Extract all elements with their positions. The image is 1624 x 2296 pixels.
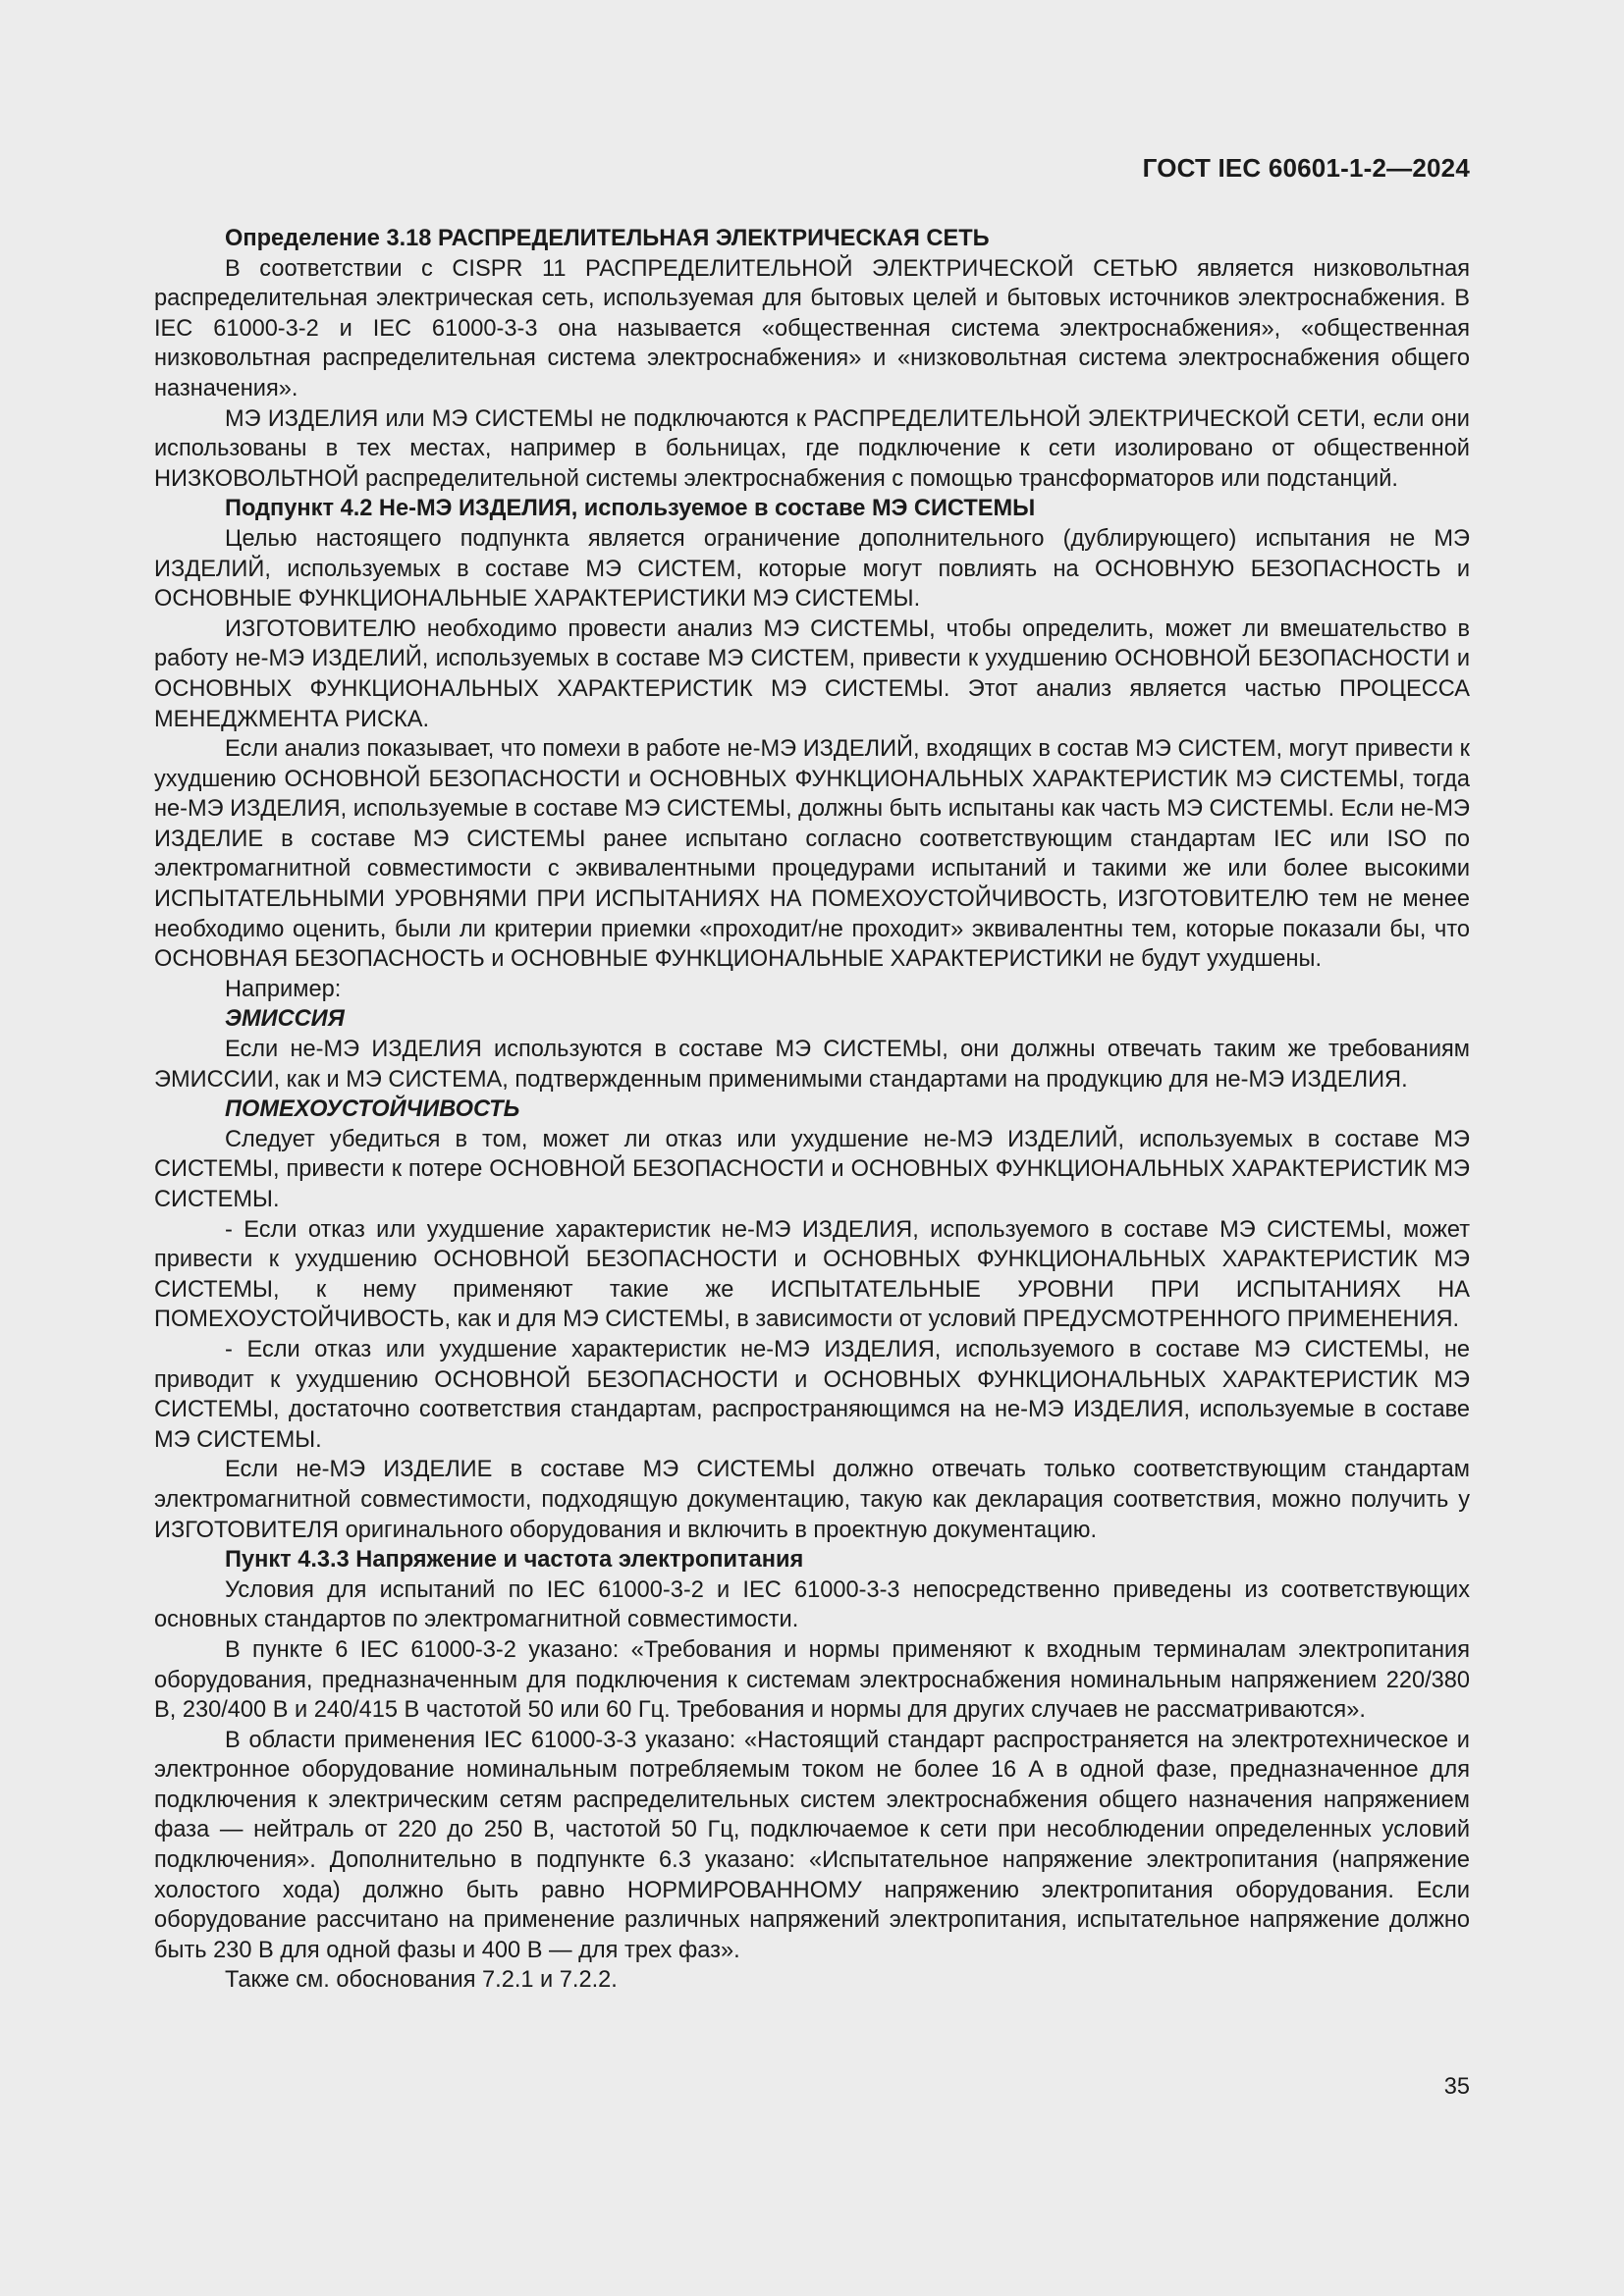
standard-code-header: ГОСТ IEC 60601-1-2—2024: [1142, 153, 1470, 183]
section-heading-item-4-3-3: Пункт 4.3.3 Напряжение и частота электропитания: [225, 1547, 804, 1574]
section-heading-sub-4-2: Подпункт 4.2 Не-МЭ ИЗДЕЛИЯ, используемое в составе МЭ СИСТЕМЫ: [225, 496, 1036, 522]
page-content: [154, 224, 1470, 1996]
paragraph: В соответствии с CISPR 11 РАСПРЕДЕЛИТЕЛЬНОЙ ЭЛЕКТРИЧЕСКОЙ СЕТЬЮ является низковольтная распределительная электрическая сеть, используемая для бытовых целей и бытовых источников электроснабжения. В IEC 61000-3-2 и IEC 61000-3-3 она называется «общественная система электроснабжения», «общественная низковольтная распределительная система электроснабжения» и «низковольтная система электроснабжения общего назначения».: [154, 255, 1470, 401]
emission-heading: ЭМИССИЯ: [225, 1006, 345, 1033]
paragraph: Целью настоящего подпункта является ограничение дополнительного (дублирующего) испытания не МЭ ИЗДЕЛИЙ, используемых в составе МЭ СИСТЕМ, которые могут повлиять на ОСНОВНУЮ БЕЗОПАСНОСТЬ и ОСНОВНЫЕ ФУНКЦИОНАЛЬНЫЕ ХАРАКТЕРИСТИКИ МЭ СИСТЕМЫ.: [154, 525, 1470, 613]
paragraph: В пункте 6 IEC 61000-3-2 указано: «Требования и нормы применяют к входным терминалам электропитания оборудования, предназначенным для подключения к системам электроснабжения номинальным напряжением 220/380 В, 230/400 В и 240/415 В частотой 50 или 60 Гц. Требования и нормы для других случаев не рассматриваются».: [154, 1636, 1470, 1724]
paragraph: Следует убедиться в том, может ли отказ или ухудшение не-МЭ ИЗДЕЛИЙ, используемых в составе МЭ СИСТЕМЫ, привести к потере ОСНОВНОЙ БЕЗОПАСНОСТИ и ОСНОВНЫХ ФУНКЦИОНАЛЬНЫХ ХАРАКТЕРИСТИК МЭ СИСТЕМЫ.: [154, 1126, 1470, 1212]
list-paragraph: - Если отказ или ухудшение характеристик не-МЭ ИЗДЕЛИЯ, используемого в составе МЭ СИСТЕМЫ, может привести к ухудшению ОСНОВНОЙ БЕЗОПАСНОСТИ и ОСНОВНЫХ ФУНКЦИОНАЛЬНЫХ ХАРАКТЕРИСТИК МЭ СИСТЕМЫ, к нему применяют такие же ИСПЫТАТЕЛЬНЫЕ УРОВНИ ПРИ ИСПЫТАНИЯХ НА ПОМЕХОУСТОЙЧИВОСТЬ, как и для МЭ СИСТЕМЫ, в зависимости от условий ПРЕДУСМОТРЕННОГО ПРИМЕНЕНИЯ.: [154, 1216, 1470, 1333]
paragraph: В области применения IEC 61000-3-3 указано: «Настоящий стандарт распространяется на электротехническое и электронное оборудование номинальным потребляемым током не более 16 А в одной фазе, предназначенное для подключения к электрическим сетям распределительных систем электроснабжения общего назначения напряжением фаза — нейтраль от 220 до 250 В, частотой 50 Гц, подключаемое к сети при несоблюдении определенных условий подключения». Дополнительно в подпункте 6.3 указано: «Испытательное напряжение электропитания (напряжение холостого хода) должно быть равно НОРМИРОВАННОМУ напряжению электропитания оборудования. Если оборудование рассчитано на применение различных напряжений электропитания, испытательное напряжение должно быть 230 В для одной фазы и 400 В — для трех фаз».: [154, 1727, 1470, 1963]
list-paragraph: - Если отказ или ухудшение характеристик не-МЭ ИЗДЕЛИЯ, используемого в составе МЭ СИСТЕМЫ, не приводит к ухудшению ОСНОВНОЙ БЕЗОПАСНОСТИ и ОСНОВНЫХ ФУНКЦИОНАЛЬНЫХ ХАРАКТЕРИСТИК МЭ СИСТЕМЫ, достаточно соответствия стандартам, распространяющимся на не-МЭ ИЗДЕЛИЯ, используемые в составе МЭ СИСТЕМЫ.: [154, 1336, 1470, 1453]
paragraph: Если не-МЭ ИЗДЕЛИЕ в составе МЭ СИСТЕМЫ должно отвечать только соответствующим стандартам электромагнитной совместимости, подходящую документацию, такую как декларация соответствия, можно получить у ИЗГОТОВИТЕЛЯ оригинального оборудования и включить в проектную документацию.: [154, 1457, 1470, 1543]
example-label: Например:: [225, 976, 342, 1002]
page-number: 35: [1443, 2074, 1470, 2100]
paragraph: Если не-МЭ ИЗДЕЛИЯ используются в составе МЭ СИСТЕМЫ, они должны отвечать таким же требованиям ЭМИССИИ, как и МЭ СИСТЕМА, подтвержденным применимыми стандартами на продукцию для не-МЭ ИЗДЕЛИЯ.: [154, 1037, 1470, 1093]
immunity-heading: ПОМЕХОУСТОЙЧИВОСТЬ: [225, 1096, 520, 1123]
paragraph: Если анализ показывает, что помехи в работе не-МЭ ИЗДЕЛИЙ, входящих в состав МЭ СИСТЕМ, могут привести к ухудшению ОСНОВНОЙ БЕЗОПАСНОСТИ и ОСНОВНЫХ ФУНКЦИОНАЛЬНЫХ ХАРАКТЕРИСТИК МЭ СИСТЕМЫ, тогда не-МЭ ИЗДЕЛИЯ, используемые в составе МЭ СИСТЕМЫ, должны быть испытаны как часть МЭ СИСТЕМЫ. Если не-МЭ ИЗДЕЛИЕ в составе МЭ СИСТЕМЫ ранее испытано согласно соответствующим стандартам IEC или ISO по электромагнитной совместимости с эквивалентными процедурами испытаний и такими же или более высокими ИСПЫТАТЕЛЬНЫМИ УРОВНЯМИ ПРИ ИСПЫТАНИЯХ НА ПОМЕХОУСТОЙЧИВОСТЬ, ИЗГОТОВИТЕЛЮ тем не менее необходимо оценить, были ли критерии приемки «проходит/не проходит» эквивалентны тем, которые показали бы, что ОСНОВНАЯ БЕЗОПАСНОСТЬ и ОСНОВНЫЕ ФУНКЦИОНАЛЬНЫЕ ХАРАКТЕРИСТИКИ не будут ухудшены.: [154, 736, 1470, 973]
paragraph: МЭ ИЗДЕЛИЯ или МЭ СИСТЕМЫ не подключаются к РАСПРЕДЕЛИТЕЛЬНОЙ ЭЛЕКТРИЧЕСКОЙ СЕТИ, если они использованы в тех местах, например в больницах, где подключение к сети изолировано от общественной НИЗКОВОЛЬТНОЙ распределительной системы электроснабжения с помощью трансформаторов или подстанций.: [154, 405, 1470, 492]
paragraph: Также см. обоснования 7.2.1 и 7.2.2.: [225, 1967, 618, 1994]
paragraph: Условия для испытаний по IEC 61000-3-2 и IEC 61000-3-3 непосредственно приведены из соответствующих основных стандартов по электромагнитной совместимости.: [154, 1576, 1470, 1633]
section-heading-def-3-18: Определение 3.18 РАСПРЕДЕЛИТЕЛЬНАЯ ЭЛЕКТРИЧЕСКАЯ СЕТЬ: [225, 226, 990, 251]
paragraph: ИЗГОТОВИТЕЛЮ необходимо провести анализ МЭ СИСТЕМЫ, чтобы определить, может ли вмешательство в работу не-МЭ ИЗДЕЛИЙ, используемых в составе МЭ СИСТЕМ, привести к ухудшению ОСНОВНОЙ БЕЗОПАСНОСТИ и ОСНОВНЫХ ФУНКЦИОНАЛЬНЫХ ХАРАКТЕРИСТИК МЭ СИСТЕМЫ. Этот анализ является частью ПРОЦЕССА МЕНЕДЖМЕНТА РИСКА.: [154, 615, 1470, 732]
